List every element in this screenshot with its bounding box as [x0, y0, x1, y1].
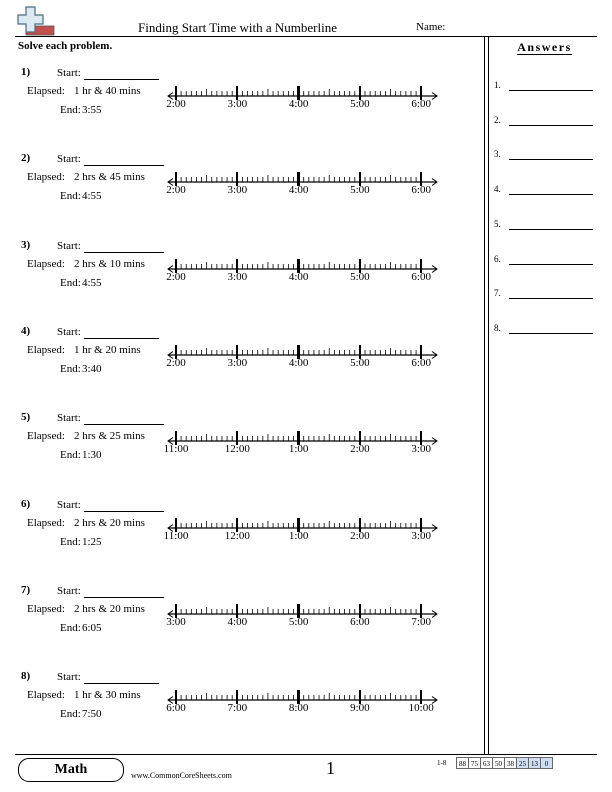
elapsed-label: Elapsed: [27, 602, 65, 615]
answers-title: Answers [517, 40, 572, 54]
answer-number: 8. [494, 322, 501, 333]
elapsed-value: 1 hr & 30 mins [74, 689, 141, 702]
tick-label: 3:00 [411, 529, 431, 542]
tick-label: 6:00 [411, 98, 431, 110]
problem [0, 239, 484, 319]
elapsed-label: Elapsed: [27, 257, 65, 270]
tick-label: 12:00 [224, 529, 250, 542]
start-label: Start: [57, 325, 81, 338]
end-label: End: [60, 449, 81, 462]
tick-label: 2:00 [166, 270, 186, 283]
problem [0, 584, 484, 664]
elapsed-label: Elapsed: [27, 689, 65, 702]
instructions: Solve each problem. [18, 40, 113, 52]
answer-blank[interactable] [509, 298, 593, 299]
elapsed-value: 2 hrs & 45 mins [74, 171, 145, 184]
page-number: 1 [326, 758, 335, 778]
problem [0, 411, 484, 491]
elapsed-label: Elapsed: [27, 516, 65, 529]
tick-label: 5:00 [350, 184, 370, 197]
tick-label: 7:00 [227, 702, 248, 715]
tick-label: 4:00 [288, 356, 309, 369]
problem [0, 66, 484, 146]
tick-label: 8:00 [288, 702, 309, 715]
problem [0, 670, 484, 750]
tick-label: 3:00 [227, 184, 248, 197]
tick-label: 1:00 [288, 529, 309, 542]
start-answer-line[interactable] [84, 597, 164, 598]
tick-label: 10:00 [408, 702, 434, 715]
problem-number: 2) [21, 152, 31, 165]
start-answer-line[interactable] [84, 252, 164, 253]
start-label: Start: [57, 153, 81, 166]
tick-label: 3:00 [411, 443, 431, 456]
page-title: Finding Start Time with a Numberline [138, 20, 337, 35]
tick-label: 6:00 [411, 356, 431, 369]
answer-number: 2. [494, 114, 501, 125]
elapsed-label: Elapsed: [27, 171, 65, 184]
start-answer-line[interactable] [84, 165, 164, 166]
answer-number: 6. [494, 253, 501, 264]
answer-blank[interactable] [509, 333, 593, 334]
tick-label: 11:00 [163, 529, 189, 542]
tick-label: 9:00 [350, 702, 370, 715]
tick-label: 6:00 [350, 615, 370, 628]
start-label: Start: [57, 67, 81, 79]
end-label: End: [60, 708, 81, 721]
answer-blank[interactable] [509, 264, 593, 265]
answer-blank[interactable] [509, 125, 593, 126]
elapsed-label: Elapsed: [27, 430, 65, 443]
elapsed-value: 2 hrs & 25 mins [74, 430, 145, 443]
answer-blank[interactable] [509, 194, 593, 195]
start-label: Start: [57, 584, 81, 597]
answer-number: 7. [494, 288, 501, 299]
problem [0, 498, 484, 578]
tick-label: 5:00 [288, 615, 309, 628]
answer-number: 4. [494, 184, 501, 195]
tick-label: 2:00 [350, 443, 370, 456]
math-badge: Math [18, 758, 124, 782]
score-cell: 50 [492, 757, 505, 769]
score-cell: 25 [516, 757, 529, 769]
end-label: End: [60, 535, 81, 548]
end-value: 1:25 [82, 535, 102, 548]
end-value: 6:05 [82, 621, 102, 634]
problem-number: 8) [21, 670, 31, 683]
score-table [457, 757, 553, 769]
start-label: Start: [57, 239, 81, 252]
problem [0, 152, 484, 232]
problem-number: 3) [21, 238, 31, 251]
end-label: End: [60, 104, 81, 116]
tick-label: 2:00 [166, 356, 186, 369]
start-answer-line[interactable] [84, 683, 159, 684]
answer-number: 1. [494, 80, 501, 90]
tick-label: 4:00 [288, 184, 309, 197]
tick-label: 6:00 [411, 270, 431, 283]
score-cell: 0 [540, 757, 553, 769]
header-divider [15, 36, 597, 37]
footer-divider [15, 754, 597, 755]
problem-number: 4) [21, 324, 31, 337]
problem-number: 1) [21, 66, 31, 78]
tick-label: 5:00 [350, 270, 370, 283]
start-answer-line[interactable] [84, 424, 164, 425]
plus-logo-icon [16, 6, 56, 36]
end-value: 4:55 [82, 190, 102, 203]
answer-blank[interactable] [509, 229, 593, 230]
name-label: Name: [416, 21, 446, 33]
score-cell: 75 [468, 757, 481, 769]
elapsed-label: Elapsed: [27, 343, 65, 356]
logo [16, 6, 56, 36]
tick-label: 5:00 [350, 356, 370, 369]
start-answer-line[interactable] [84, 338, 159, 339]
elapsed-value: 1 hr & 20 mins [74, 343, 141, 356]
start-label: Start: [57, 412, 81, 425]
elapsed-value: 2 hrs & 20 mins [74, 602, 145, 615]
end-label: End: [60, 276, 81, 289]
elapsed-value: 1 hr & 40 mins [74, 85, 141, 97]
end-value: 4:55 [82, 276, 102, 289]
end-label: End: [60, 621, 81, 634]
tick-label: 4:00 [288, 98, 309, 110]
column-divider-left [484, 36, 485, 754]
site-url[interactable]: www.CommonCoreSheets.com [131, 771, 232, 780]
score-cell: 88 [456, 757, 469, 769]
tick-label: 1:00 [288, 443, 309, 456]
start-answer-line[interactable] [84, 511, 164, 512]
tick-label: 5:00 [350, 98, 370, 110]
tick-label: 3:00 [166, 615, 186, 628]
answer-blank[interactable] [509, 90, 593, 91]
problem-number: 6) [21, 497, 31, 510]
tick-label: 6:00 [166, 702, 186, 715]
problem [0, 325, 484, 405]
end-label: End: [60, 362, 81, 375]
elapsed-value: 2 hrs & 20 mins [74, 516, 145, 529]
tick-label: 11:00 [163, 443, 189, 456]
column-divider-right [488, 36, 489, 754]
score-range: 1-8 [437, 759, 447, 767]
start-answer-line[interactable] [84, 79, 159, 80]
problem-number: 5) [21, 411, 31, 424]
end-value: 7:50 [82, 708, 102, 721]
tick-label: 4:00 [288, 270, 309, 283]
problem-number: 7) [21, 583, 31, 596]
tick-label: 3:00 [227, 98, 248, 110]
answer-number: 3. [494, 149, 501, 160]
end-label: End: [60, 190, 81, 203]
elapsed-value: 2 hrs & 10 mins [74, 257, 145, 270]
tick-label: 2:00 [166, 98, 186, 110]
score-cell: 63 [480, 757, 493, 769]
answer-number: 5. [494, 218, 501, 229]
tick-label: 4:00 [227, 615, 248, 628]
start-label: Start: [57, 498, 81, 511]
tick-label: 2:00 [166, 184, 186, 197]
end-value: 1:30 [82, 449, 102, 462]
score-cell: 38 [504, 757, 517, 769]
start-label: Start: [57, 671, 81, 684]
tick-label: 3:00 [227, 270, 248, 283]
elapsed-label: Elapsed: [27, 85, 65, 97]
tick-label: 6:00 [411, 184, 431, 197]
score-cell: 13 [528, 757, 541, 769]
answer-blank[interactable] [509, 159, 593, 160]
end-value: 3:40 [82, 362, 102, 375]
tick-label: 7:00 [411, 615, 431, 628]
end-value: 3:55 [82, 104, 102, 116]
tick-label: 12:00 [224, 443, 250, 456]
tick-label: 2:00 [350, 529, 370, 542]
tick-label: 3:00 [227, 356, 248, 369]
